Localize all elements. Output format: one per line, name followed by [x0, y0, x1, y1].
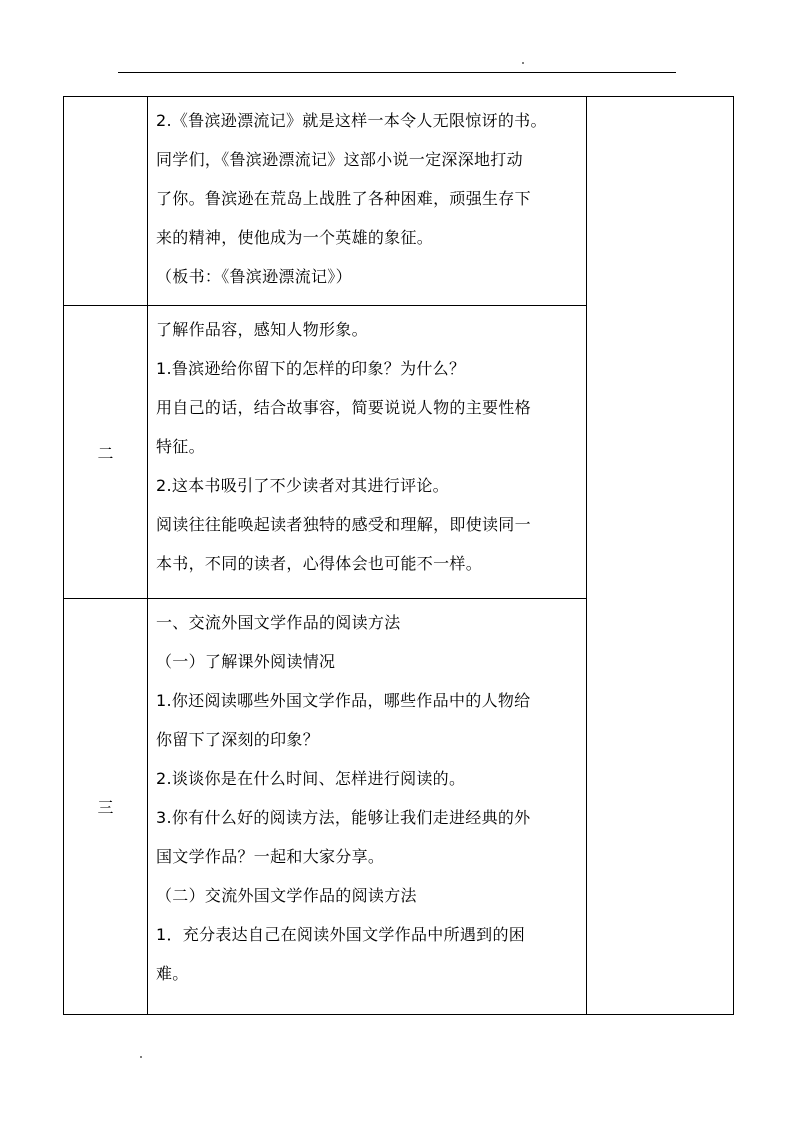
content-line: 国文学作品？一起和大家分享。: [156, 847, 385, 866]
header-rule: [118, 72, 676, 73]
content-line: （二）交流外国文学作品的阅读方法: [156, 886, 417, 905]
content-line: 你留下了深刻的印象？: [156, 730, 320, 749]
content-line: 1．充分表达自己在阅读外国文学作品中所遇到的困: [156, 925, 526, 944]
content-line: 2.《鲁滨逊漂流记》就是这样一本令人无限惊讶的书。: [156, 111, 547, 130]
step-label: 二: [97, 443, 114, 463]
lesson-plan-table: [63, 96, 734, 1015]
content-line: 用自己的话，结合故事容，简要说说人物的主要性格: [156, 398, 531, 417]
content-cell: [148, 599, 587, 1015]
content-line: 特征。: [156, 437, 205, 456]
step-cell: [64, 97, 148, 306]
content-line: 3.你有什么好的阅读方法，能够让我们走进经典的外: [156, 808, 531, 827]
content-line: 2.谈谈你是在什么时间、怎样进行阅读的。: [156, 769, 466, 788]
header-mark: [522, 62, 524, 64]
footer-mark: [140, 1056, 142, 1058]
step-cell: [64, 599, 148, 1015]
step-cell: [64, 306, 148, 599]
step-label: 三: [97, 798, 114, 817]
content-line: 2.这本书吸引了不少读者对其进行评论。: [156, 476, 449, 495]
content-line: 同学们，《鲁滨逊漂流记》这部小说一定深深地打动: [156, 150, 523, 169]
content-line: 一、交流外国文学作品的阅读方法: [156, 613, 401, 632]
content-line: （板书：《鲁滨逊漂流记》）: [156, 267, 352, 286]
content-line: 难。: [156, 964, 189, 983]
notes-cell: [587, 97, 734, 1015]
content-line: 了你。鲁滨逊在荒岛上战胜了各种困难，顽强生存下: [156, 189, 531, 208]
content-line: 1.你还阅读哪些外国文学作品，哪些作品中的人物给: [156, 691, 531, 710]
content-line: 了解作品容，感知人物形象。: [156, 320, 368, 339]
content-cell: [148, 97, 587, 306]
content-line: 阅读往往能唤起读者独特的感受和理解，即使读同一: [156, 515, 531, 534]
content-cell: [148, 306, 587, 599]
table-row: [64, 97, 734, 306]
content-line: 来的精神，使他成为一个英雄的象征。: [156, 228, 434, 247]
content-line: 1.鲁滨逊给你留下的怎样的印象？为什么？: [156, 359, 466, 378]
content-line: 本书，不同的读者，心得体会也可能不一样。: [156, 554, 483, 573]
content-line: （一）了解课外阅读情况: [156, 652, 336, 671]
